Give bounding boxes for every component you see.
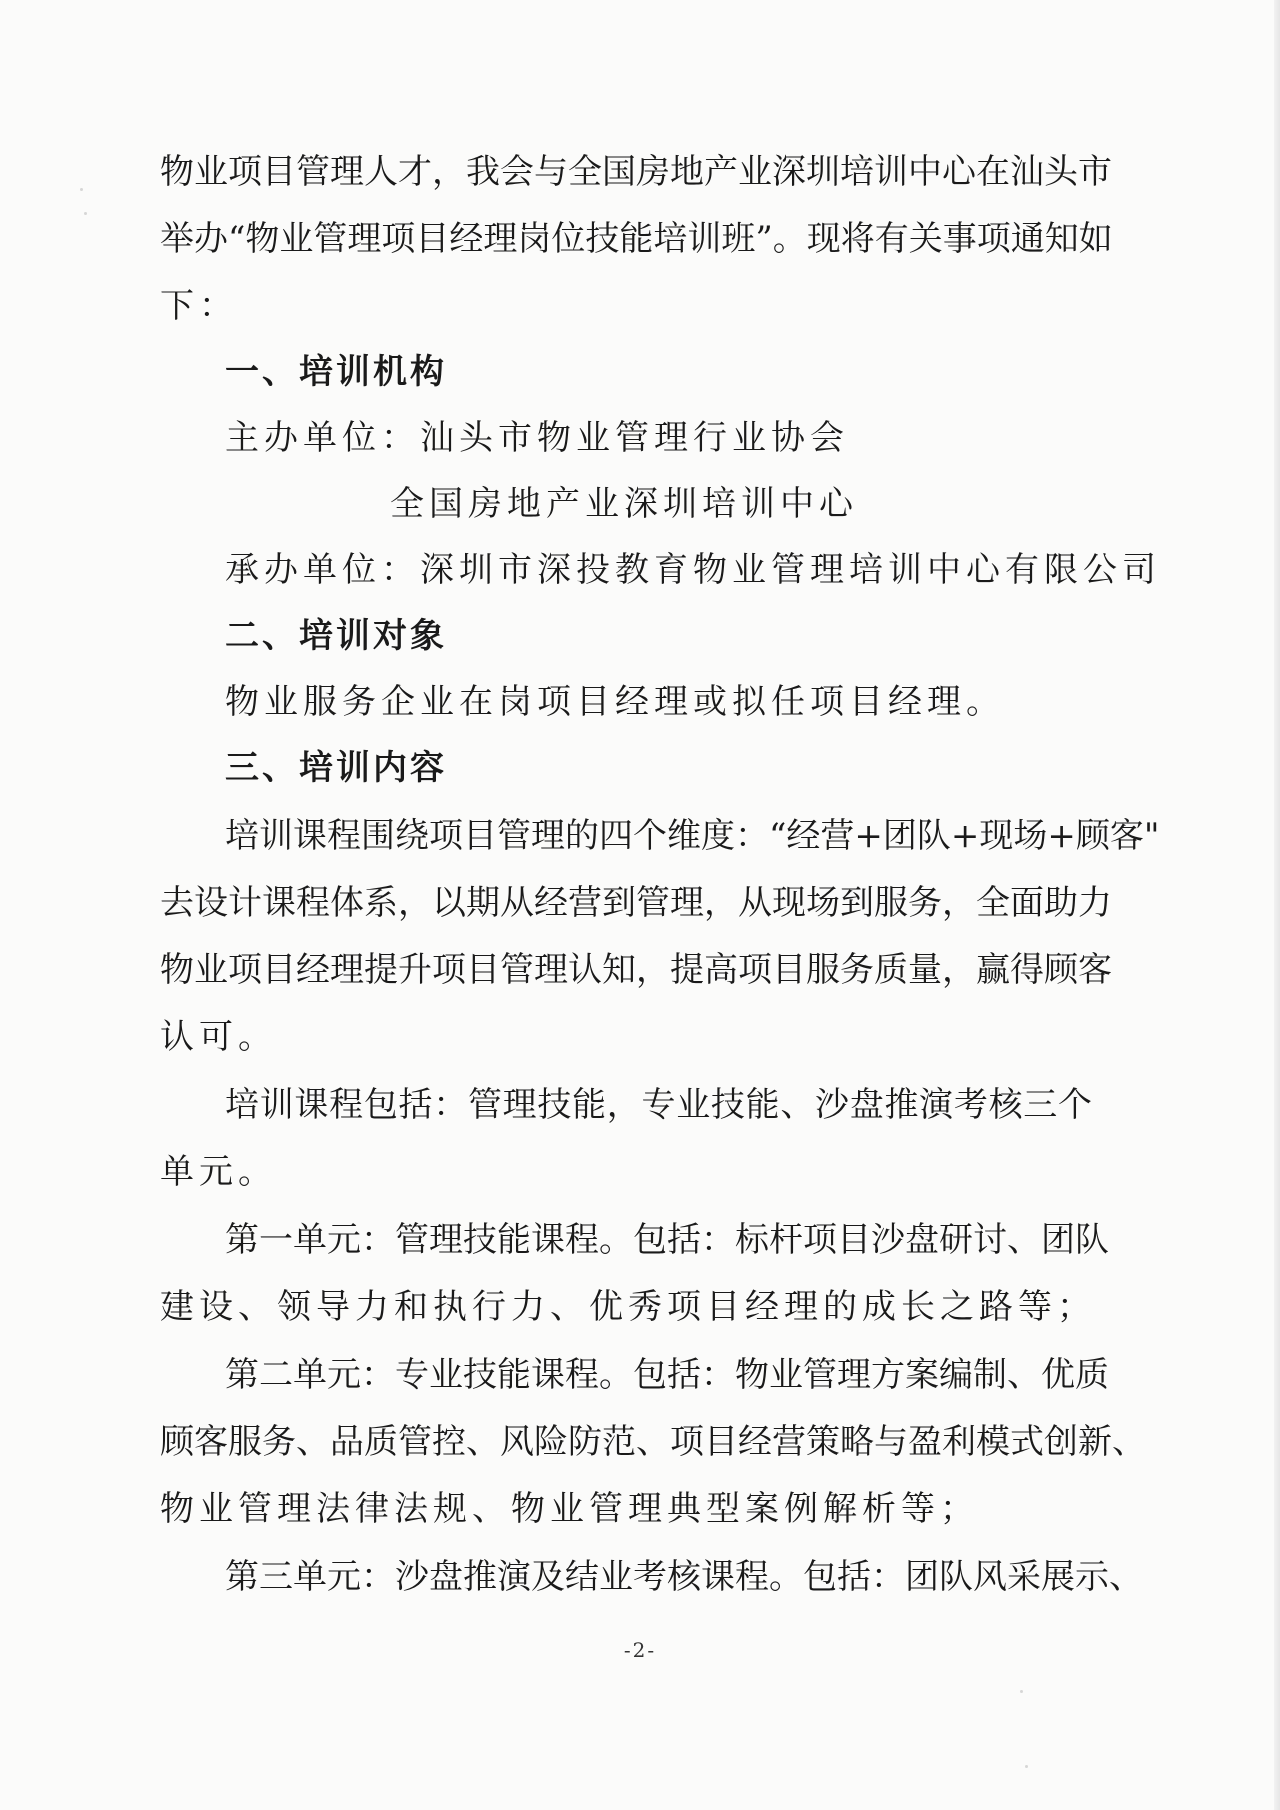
scan-speck <box>84 212 87 215</box>
scan-edge <box>1274 0 1280 1810</box>
content-para2-line: 培训课程包括：管理技能，专业技能、沙盘推演考核三个 <box>225 1085 1092 1125</box>
scan-speck <box>1025 1765 1028 1768</box>
body-line: 下： <box>160 286 238 326</box>
scan-speck <box>80 188 83 191</box>
unit2-line: 第二单元：专业技能课程。包括：物业管理方案编制、优质 <box>225 1355 1109 1395</box>
section-heading-training-institution: 一、培训机构 <box>225 352 447 392</box>
host-unit-line: 主办单位：汕头市物业管理行业协会 <box>225 418 849 458</box>
content-para1-line: 去设计课程体系，以期从经营到管理，从现场到服务，全面助力 <box>160 883 1112 923</box>
unit1-line: 建设、领导力和执行力、优秀项目经理的成长之路等； <box>160 1287 1096 1327</box>
page-number: -2- <box>623 1638 657 1662</box>
content-para2-line: 单元。 <box>160 1152 277 1192</box>
content-para1-line: 培训课程围绕项目管理的四个维度：“经营+团队+现场+顾客" <box>225 816 1160 856</box>
content-para1-line: 认可。 <box>160 1017 277 1057</box>
content-para1-line: 物业项目经理提升项目管理认知，提高项目服务质量，赢得顾客 <box>160 950 1112 990</box>
unit2-line: 顾客服务、品质管控、风险防范、项目经营策略与盈利模式创新、 <box>160 1422 1146 1462</box>
section-heading-training-content: 三、培训内容 <box>225 748 447 788</box>
section-heading-training-target: 二、培训对象 <box>225 616 447 656</box>
scan-speck <box>1020 1690 1023 1693</box>
host-unit-line-2: 全国房地产业深圳培训中心 <box>390 484 858 524</box>
unit2-line: 物业管理法律法规、物业管理典型案例解析等； <box>160 1489 979 1529</box>
body-line: 举办“物业管理项目经理岗位技能培训班”。现将有关事项通知如 <box>160 219 1113 259</box>
body-line: 物业项目管理人才，我会与全国房地产业深圳培训中心在汕头市 <box>160 152 1112 192</box>
organizer-unit-line: 承办单位：深圳市深投教育物业管理培训中心有限公司 <box>225 550 1161 590</box>
unit3-line: 第三单元：沙盘推演及结业考核课程。包括：团队风采展示、 <box>225 1557 1143 1597</box>
training-target-text: 物业服务企业在岗项目经理或拟任项目经理。 <box>225 682 1005 722</box>
unit1-line: 第一单元：管理技能课程。包括：标杆项目沙盘研讨、团队 <box>225 1220 1109 1260</box>
